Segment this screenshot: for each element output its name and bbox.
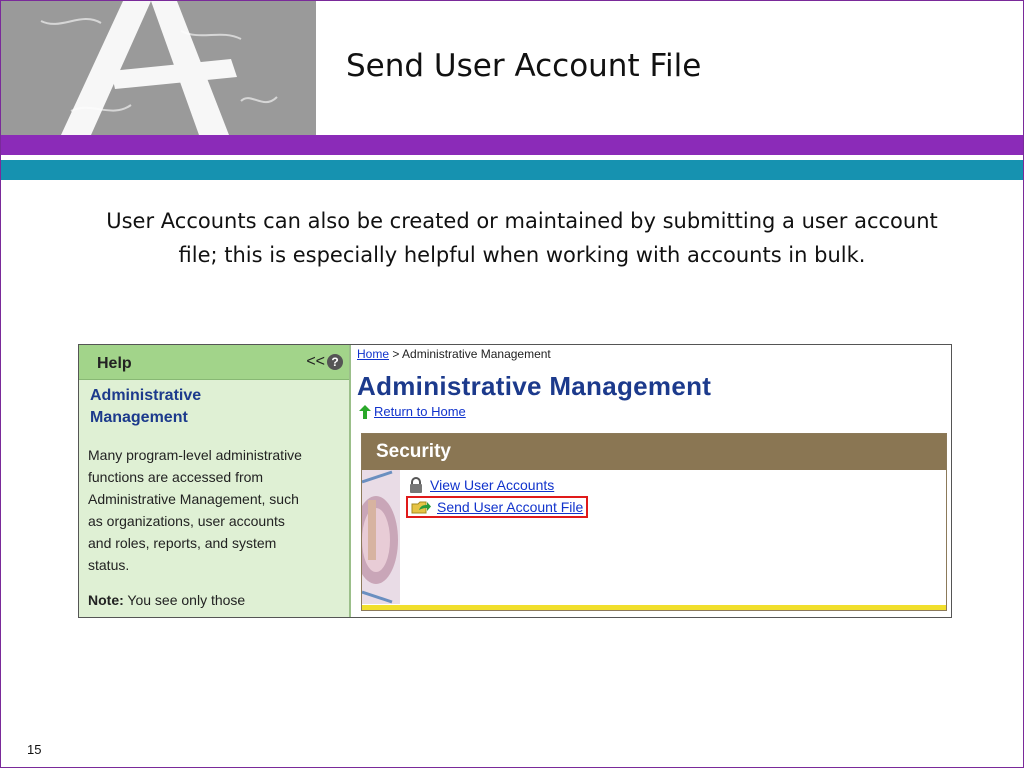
help-header — [79, 345, 349, 380]
main-panel — [351, 345, 951, 617]
help-body-line: and roles, reports, and system — [88, 535, 277, 551]
slide-number: 15 — [27, 742, 42, 757]
send-user-account-file-link[interactable]: Send User Account File — [437, 499, 584, 515]
up-arrow-icon[interactable] — [359, 405, 371, 419]
view-user-accounts-row[interactable] — [408, 477, 554, 493]
security-section — [361, 433, 947, 611]
lock-icon — [408, 477, 424, 493]
section-bottom-bar — [362, 605, 946, 610]
help-note-text: You see only those — [123, 592, 246, 608]
intro-paragraph — [60, 204, 984, 272]
breadcrumb-home-link[interactable]: Home — [357, 347, 390, 361]
help-heading-line: Administrative — [90, 387, 202, 404]
letter-a-logo-graphic — [1, 1, 316, 135]
view-user-accounts-link[interactable]: View User Accounts — [430, 477, 555, 493]
page-heading: Administrative Management — [357, 371, 712, 401]
help-body — [88, 444, 343, 576]
help-title: Help — [97, 355, 132, 372]
help-panel — [79, 345, 351, 617]
help-body-line: as organizations, user accounts — [88, 513, 285, 529]
intro-line: file; this is especially helpful when working with accounts in bulk. — [178, 243, 866, 267]
send-user-account-file-row[interactable] — [406, 496, 588, 518]
return-home-link[interactable]: Return to Home — [374, 404, 466, 419]
help-note — [88, 592, 245, 608]
help-body-line: Administrative Management, such — [88, 491, 299, 507]
question-mark-icon[interactable]: ? — [327, 354, 343, 370]
decorative-art-image — [362, 470, 400, 604]
purple-band — [1, 135, 1023, 155]
collapse-label[interactable]: << — [306, 353, 325, 370]
help-body-line: Many program-level administrative — [88, 447, 302, 463]
return-home[interactable] — [359, 404, 466, 419]
help-body-line: functions are accessed from — [88, 469, 264, 485]
security-section-title: Security — [362, 434, 946, 470]
help-heading-line: Management — [90, 409, 188, 426]
help-body-line: status. — [88, 557, 130, 573]
embedded-screenshot — [78, 344, 952, 618]
help-heading — [90, 385, 290, 429]
breadcrumb — [357, 347, 551, 361]
collapse-help-button[interactable] — [306, 353, 343, 371]
intro-line: User Accounts can also be created or maintained by submitting a user account — [106, 209, 938, 233]
brand-logo — [1, 1, 316, 135]
slide-title: Send User Account File — [346, 48, 702, 84]
breadcrumb-current: > Administrative Management — [389, 347, 551, 361]
teal-band — [1, 160, 1023, 180]
help-note-label: Note: — [88, 592, 124, 608]
send-file-icon — [411, 499, 431, 515]
